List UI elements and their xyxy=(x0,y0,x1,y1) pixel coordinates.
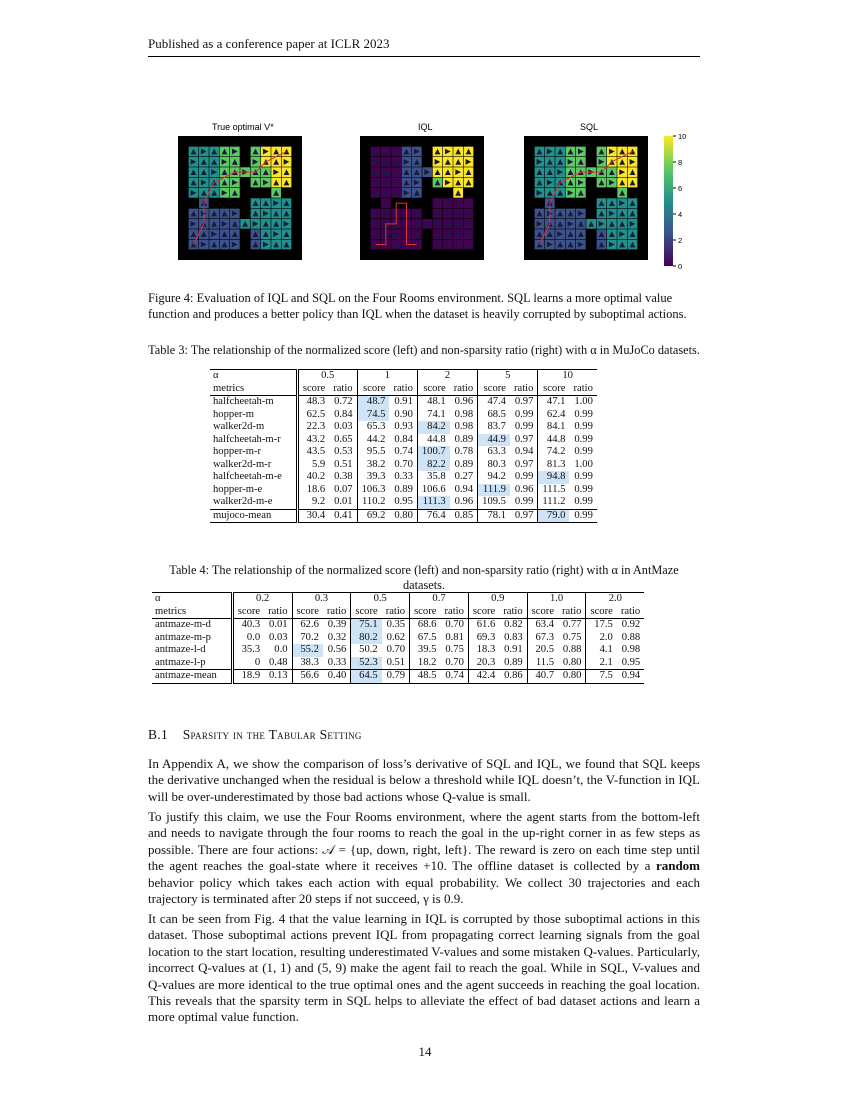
table-cell: 0.99 xyxy=(574,408,593,420)
table-cell: 80.2 xyxy=(351,632,382,645)
panel-title-sql: SQL xyxy=(580,122,599,132)
paragraph-3 xyxy=(148,911,700,1026)
table-cell: 0.0 xyxy=(232,632,264,645)
paragraph-1-text: In Appendix A, we show the comparison of loss’s derivative of SQL and IQL, we found that SQL keeps the derivative unchanged when the residual is below a threshold while IQL doesn’t, the V-function in IQL will be over-underestimated by those bad actions whose Q-value is small. xyxy=(148,756,700,804)
table-cell: 0.89 xyxy=(504,656,523,668)
dataset-name: antmaze-m-p xyxy=(155,631,211,643)
table-cell: 47.4 xyxy=(478,396,510,409)
table-cell: 0.99 xyxy=(574,496,593,507)
table-cell: 0.98 xyxy=(454,408,474,420)
table-cell: 18.6 xyxy=(297,484,329,497)
colorbar-tick-label: 10 xyxy=(678,132,687,141)
table-cell: 76.4 xyxy=(417,509,449,523)
table-cell: 94.8 xyxy=(538,471,570,484)
alpha-value: 0.5 xyxy=(297,370,357,383)
score-header: score xyxy=(357,383,389,396)
table-cell: 50.2 xyxy=(351,644,382,657)
table-cell: 18.9 xyxy=(232,670,264,684)
table-cell: 100.7 xyxy=(417,446,449,459)
table-cell: 67.5 xyxy=(410,632,441,645)
alpha-value: 0.2 xyxy=(232,593,292,606)
table-cell: 18.2 xyxy=(410,657,441,670)
table-cell: 0.80 xyxy=(558,670,586,684)
table3-alpha-row xyxy=(210,370,597,383)
table-cell: 0.27 xyxy=(454,471,474,482)
table-cell: 81.3 xyxy=(538,459,570,472)
table-cell: 67.3 xyxy=(527,632,558,645)
table-cell: 20.5 xyxy=(527,644,558,657)
table-cell: 0.0 xyxy=(274,644,288,655)
section-title: Sparsity in the Tabular Setting xyxy=(182,727,362,742)
paragraph-2-text-a: To justify this claim, we use the Four Rooms environment, where the agent starts from the bottom-left and needs to navigate through the four rooms to reach the goal in the up-right corner in as few steps as possible. There are four actions: 𝒜 = {up, down, right, left}. The reward is zero on each time step until the agent reaches the goal-state where it receives +10. The offline dataset is collected by a xyxy=(148,809,700,874)
table-row xyxy=(152,657,644,670)
colorbar xyxy=(664,136,673,266)
table-cell: 0.62 xyxy=(386,631,406,643)
table-cell: 0.97 xyxy=(514,433,534,445)
table-cell: 0.38 xyxy=(334,471,353,482)
table-cell: 0.75 xyxy=(445,644,464,655)
table-cell: 9.2 xyxy=(297,496,329,509)
table-cell: 0.94 xyxy=(454,483,474,495)
dataset-name: halfcheetah-m-e xyxy=(213,471,282,482)
dataset-name: hopper-m xyxy=(213,408,254,420)
table-cell: 0.80 xyxy=(389,509,417,523)
table-cell: 22.3 xyxy=(297,421,329,434)
grid-world-panel xyxy=(524,136,648,260)
table-cell: 0.70 xyxy=(445,656,464,668)
dataset-name: antmaze-m-d xyxy=(155,619,211,630)
table-row xyxy=(152,644,644,657)
score-header: score xyxy=(417,383,449,396)
table-cell: 84.1 xyxy=(538,421,570,434)
score-header: score xyxy=(478,383,510,396)
paragraph-2-bold: random xyxy=(655,858,700,874)
table-cell: 40.2 xyxy=(297,471,329,484)
table-cell: 0.65 xyxy=(334,433,353,445)
table-cell: 0.90 xyxy=(394,408,413,420)
table-cell: 1.00 xyxy=(574,458,593,470)
table-row xyxy=(152,632,644,645)
figure-caption: Figure 4: Evaluation of IQL and SQL on the Four Rooms environment. SQL learns a more optimal value function and produces a better policy than IQL when the dataset is heavily corrupted by suboptimal actions. xyxy=(148,291,687,321)
table-cell: 56.6 xyxy=(292,670,323,684)
table-cell: 109.5 xyxy=(478,496,510,509)
metrics-label: metrics xyxy=(210,383,297,396)
alpha-value: 2 xyxy=(417,370,477,383)
ratio-header: ratio xyxy=(323,606,351,619)
table-row xyxy=(210,484,597,497)
score-header: score xyxy=(527,606,558,619)
table-cell: 42.4 xyxy=(468,670,499,684)
alpha-value: 0.5 xyxy=(351,593,410,606)
page-number: 14 xyxy=(418,1044,432,1059)
table-cell: 0.99 xyxy=(574,433,593,445)
table-row xyxy=(152,619,644,632)
table-cell: 0.89 xyxy=(454,458,474,470)
table3-caption: Table 3: The relationship of the normalized score (left) and non-sparsity ratio (right) with α in MuJoCo datasets. xyxy=(148,343,700,357)
score-header: score xyxy=(292,606,323,619)
table-cell: 48.5 xyxy=(410,670,441,684)
table-cell: 62.6 xyxy=(292,619,323,632)
table-cell: 1.00 xyxy=(574,396,593,407)
table-cell: 111.9 xyxy=(478,484,510,497)
table-cell: 0.86 xyxy=(499,670,527,684)
alpha-value: 0.7 xyxy=(410,593,469,606)
table-cell: 0.03 xyxy=(269,631,288,643)
alpha-value: 1 xyxy=(357,370,417,383)
score-header: score xyxy=(297,383,329,396)
table-cell: 5.9 xyxy=(297,459,329,472)
table-cell: 0.07 xyxy=(334,483,353,495)
table-cell: 0.81 xyxy=(445,631,464,643)
table-cell: 0.51 xyxy=(386,656,406,668)
table-cell: 111.5 xyxy=(538,484,570,497)
four-rooms-figure xyxy=(178,118,708,278)
table-cell: 0.01 xyxy=(334,496,353,507)
panel-title-true-optimal: True optimal V* xyxy=(212,122,274,132)
table-cell: 52.3 xyxy=(351,657,382,670)
table-cell: 39.5 xyxy=(410,644,441,657)
table-cell: 2.1 xyxy=(586,657,617,670)
table-cell: 69.3 xyxy=(468,632,499,645)
table4-alpha-row xyxy=(152,593,644,606)
alpha-value: 2.0 xyxy=(586,593,644,606)
table-cell: 0.75 xyxy=(562,631,582,643)
table-row xyxy=(210,509,597,523)
table-cell: 0.33 xyxy=(394,471,413,482)
score-header: score xyxy=(232,606,264,619)
table-cell: 0.89 xyxy=(394,483,413,495)
table-cell: 0.88 xyxy=(562,644,582,655)
dataset-name: antmaze-l-p xyxy=(155,656,206,668)
table-cell: 0.84 xyxy=(394,433,413,445)
table-cell: 0.74 xyxy=(440,670,468,684)
alpha-value: 1.0 xyxy=(527,593,586,606)
table-cell: 78.1 xyxy=(478,509,510,523)
table-cell: 0.83 xyxy=(504,631,523,643)
table-cell: 0.33 xyxy=(327,656,347,668)
table-cell: 0.88 xyxy=(621,631,641,643)
table-cell: 0.92 xyxy=(621,619,641,630)
ratio-header: ratio xyxy=(558,606,586,619)
score-header: score xyxy=(410,606,441,619)
table4-caption: Table 4: The relationship of the normalized score (left) and non-sparsity ratio (right) with α in AntMaze datasets. xyxy=(169,563,679,592)
table-cell: 65.3 xyxy=(357,421,389,434)
table-cell: 0.39 xyxy=(327,619,347,630)
grid-world-panel xyxy=(178,136,302,260)
table-cell: 0 xyxy=(232,657,264,670)
table-cell: 0.98 xyxy=(621,644,641,655)
running-header: Published as a conference paper at ICLR 2023 xyxy=(148,36,700,57)
table-cell: 0.78 xyxy=(454,446,474,457)
table-cell: 0.97 xyxy=(514,396,534,407)
table-cell: 30.4 xyxy=(297,509,329,523)
table-cell: 20.3 xyxy=(468,657,499,670)
score-header: score xyxy=(468,606,499,619)
table-cell: 0.99 xyxy=(514,496,534,507)
paragraph-3-text: It can be seen from Fig. 4 that the value learning in IQL is corrupted by those suboptimal actions in this dataset. Those suboptimal actions prevent IQL from propagating correct learning signals from the goal location to the start location, resulting underestimated V-values and some mistaken Q-values. Particularly, incorrect Q-values at (1, 1) and (5, 9) make the agent fail to reach the goal. While in SQL, V-values and Q-values are more identical to the true optimal ones and the agent succeeds in reaching the goal location. This reveals that the sparsity term in SQL helps to alleviate the effect of bad dataset actions and learn a more optimal value function. xyxy=(148,911,700,1025)
table-cell: 0.51 xyxy=(334,458,353,470)
table-cell: 35.8 xyxy=(417,471,449,484)
dataset-name: walker2d-m-r xyxy=(213,458,272,470)
alpha-label: α xyxy=(152,593,232,606)
table-cell: 0.79 xyxy=(382,670,410,684)
ratio-header: ratio xyxy=(617,606,644,619)
table-row xyxy=(152,670,644,684)
table-cell: 40.3 xyxy=(232,619,264,632)
table-row xyxy=(210,409,597,422)
alpha-label: α xyxy=(210,370,297,383)
table-cell: 0.96 xyxy=(514,483,534,495)
table-cell: 0.85 xyxy=(450,509,478,523)
alpha-value: 0.3 xyxy=(292,593,351,606)
table-cell: 0.89 xyxy=(454,433,474,445)
table-cell: 4.1 xyxy=(586,644,617,657)
table-cell: 0.80 xyxy=(562,656,582,668)
table-cell: 0.95 xyxy=(394,496,413,507)
table-cell: 0.93 xyxy=(394,421,413,432)
table-cell: 64.5 xyxy=(351,670,382,684)
table-cell: 68.5 xyxy=(478,409,510,422)
panel-title-iql: IQL xyxy=(418,122,433,132)
table-row xyxy=(210,434,597,447)
table-cell: 55.2 xyxy=(292,644,323,657)
table-cell: 0.03 xyxy=(334,421,353,432)
table-cell: 43.5 xyxy=(297,446,329,459)
dataset-name: walker2d-m-e xyxy=(213,496,273,507)
table-cell: 0.84 xyxy=(334,408,353,420)
table-cell: 95.5 xyxy=(357,446,389,459)
table-cell: 47.1 xyxy=(538,396,570,409)
dataset-name: hopper-m-e xyxy=(213,483,263,495)
table-cell: 75.1 xyxy=(351,619,382,632)
table-row xyxy=(210,421,597,434)
score-header: score xyxy=(538,383,570,396)
section-heading xyxy=(148,727,362,743)
table-cell: 74.2 xyxy=(538,446,570,459)
dataset-name: halfcheetah-m xyxy=(213,396,274,407)
table-cell: 0.56 xyxy=(327,644,347,655)
table-cell: 0.94 xyxy=(514,446,534,457)
table-cell: 0.13 xyxy=(264,670,292,684)
table-cell: 0.99 xyxy=(574,421,593,432)
table-cell: 35.3 xyxy=(232,644,264,657)
paragraph-2-text-c: behavior policy which takes each action with equal probability. We collect 30 trajectories and each trajectory is terminated after 20 steps if not succeed, γ is 0.9. xyxy=(148,874,700,907)
table-cell: 0.35 xyxy=(386,619,406,630)
table3 xyxy=(210,369,597,523)
table-cell: 110.2 xyxy=(357,496,389,509)
table-cell: 82.2 xyxy=(417,459,449,472)
section-number: B.1 xyxy=(148,727,169,742)
table-cell: 106.6 xyxy=(417,484,449,497)
table-cell: 84.2 xyxy=(417,421,449,434)
table3-header-row xyxy=(210,383,597,396)
table-row xyxy=(210,396,597,409)
table-cell: 18.3 xyxy=(468,644,499,657)
table-row xyxy=(210,446,597,459)
table-cell: 0.48 xyxy=(269,656,288,668)
table-cell: 0.74 xyxy=(394,446,413,457)
table-row xyxy=(210,471,597,484)
dataset-name: walker2d-m xyxy=(213,421,265,432)
colorbar-tick-label: 4 xyxy=(678,210,683,219)
table-cell: 0.99 xyxy=(574,446,593,457)
paragraph-1 xyxy=(148,756,700,805)
table-cell: 38.2 xyxy=(357,459,389,472)
dataset-name: mujoco-mean xyxy=(210,509,297,523)
table-cell: 111.2 xyxy=(538,496,570,509)
table-cell: 68.6 xyxy=(410,619,441,632)
table-cell: 0.99 xyxy=(514,421,534,432)
table-cell: 0.41 xyxy=(329,509,357,523)
table-cell: 0.99 xyxy=(574,471,593,482)
table-cell: 0.97 xyxy=(510,509,538,523)
ratio-header: ratio xyxy=(569,383,596,396)
table-cell: 70.2 xyxy=(292,632,323,645)
table-cell: 0.32 xyxy=(327,631,347,643)
colorbar-tick-label: 6 xyxy=(678,184,683,193)
table-cell: 17.5 xyxy=(586,619,617,632)
table-cell: 106.3 xyxy=(357,484,389,497)
table-cell: 83.7 xyxy=(478,421,510,434)
table-cell: 0.95 xyxy=(621,656,641,668)
table-cell: 0.72 xyxy=(334,396,353,407)
alpha-value: 10 xyxy=(538,370,597,383)
ratio-header: ratio xyxy=(389,383,417,396)
ratio-header: ratio xyxy=(329,383,357,396)
paragraph-2 xyxy=(148,809,700,907)
table4-header-row xyxy=(152,606,644,619)
table-cell: 62.4 xyxy=(538,409,570,422)
dataset-name: hopper-m-r xyxy=(213,446,262,457)
table-cell: 0.99 xyxy=(569,509,596,523)
table-cell: 48.1 xyxy=(417,396,449,409)
dataset-name: halfcheetah-m-r xyxy=(213,433,281,445)
table-cell: 11.5 xyxy=(527,657,558,670)
table-cell: 0.53 xyxy=(334,446,353,457)
table-cell: 74.1 xyxy=(417,409,449,422)
metrics-label: metrics xyxy=(152,606,232,619)
table-cell: 0.70 xyxy=(386,644,406,655)
table-cell: 69.2 xyxy=(357,509,389,523)
table-cell: 2.0 xyxy=(586,632,617,645)
table-cell: 0.40 xyxy=(323,670,351,684)
table4 xyxy=(152,592,644,684)
ratio-header: ratio xyxy=(450,383,478,396)
table-row xyxy=(210,496,597,509)
table-cell: 48.3 xyxy=(297,396,329,409)
table-cell: 80.3 xyxy=(478,459,510,472)
alpha-value: 0.9 xyxy=(468,593,527,606)
ratio-header: ratio xyxy=(510,383,538,396)
colorbar-tick-label: 8 xyxy=(678,158,683,167)
table-cell: 0.94 xyxy=(617,670,644,684)
table-cell: 44.8 xyxy=(417,434,449,447)
table-cell: 0.99 xyxy=(514,471,534,482)
table-cell: 0.91 xyxy=(504,644,523,655)
table-cell: 0.99 xyxy=(514,408,534,420)
table-cell: 0.82 xyxy=(504,619,523,630)
table-cell: 74.5 xyxy=(357,409,389,422)
table-cell: 0.70 xyxy=(394,458,413,470)
table-cell: 111.3 xyxy=(417,496,449,509)
table-cell: 0.70 xyxy=(445,619,464,630)
table-row xyxy=(210,459,597,472)
ratio-header: ratio xyxy=(440,606,468,619)
table-cell: 0.96 xyxy=(454,496,474,507)
ratio-header: ratio xyxy=(264,606,292,619)
table-cell: 44.8 xyxy=(538,434,570,447)
colorbar-tick-label: 2 xyxy=(678,236,683,245)
table-cell: 0.01 xyxy=(269,619,288,630)
dataset-name: antmaze-mean xyxy=(152,670,232,684)
table-cell: 0.97 xyxy=(514,458,534,470)
table-cell: 0.91 xyxy=(394,396,413,407)
score-header: score xyxy=(586,606,617,619)
table-cell: 48.7 xyxy=(357,396,389,409)
alpha-value: 5 xyxy=(478,370,538,383)
table-cell: 63.3 xyxy=(478,446,510,459)
table-cell: 0.77 xyxy=(562,619,582,630)
grid-world-panel xyxy=(360,136,484,260)
table-cell: 44.9 xyxy=(478,434,510,447)
ratio-header: ratio xyxy=(499,606,527,619)
table-cell: 0.98 xyxy=(454,421,474,432)
table-cell: 63.4 xyxy=(527,619,558,632)
table-cell: 62.5 xyxy=(297,409,329,422)
table-cell: 0.99 xyxy=(574,483,593,495)
table-cell: 79.0 xyxy=(538,509,570,523)
table-cell: 39.3 xyxy=(357,471,389,484)
table-cell: 38.3 xyxy=(292,657,323,670)
table-cell: 40.7 xyxy=(527,670,558,684)
ratio-header: ratio xyxy=(382,606,410,619)
table-cell: 61.6 xyxy=(468,619,499,632)
dataset-name: antmaze-l-d xyxy=(155,644,206,655)
table-cell: 7.5 xyxy=(586,670,617,684)
score-header: score xyxy=(351,606,382,619)
table-cell: 0.96 xyxy=(454,396,474,407)
table-cell: 44.2 xyxy=(357,434,389,447)
table-cell: 94.2 xyxy=(478,471,510,484)
colorbar-tick-label: 0 xyxy=(678,262,683,271)
table-cell: 43.2 xyxy=(297,434,329,447)
